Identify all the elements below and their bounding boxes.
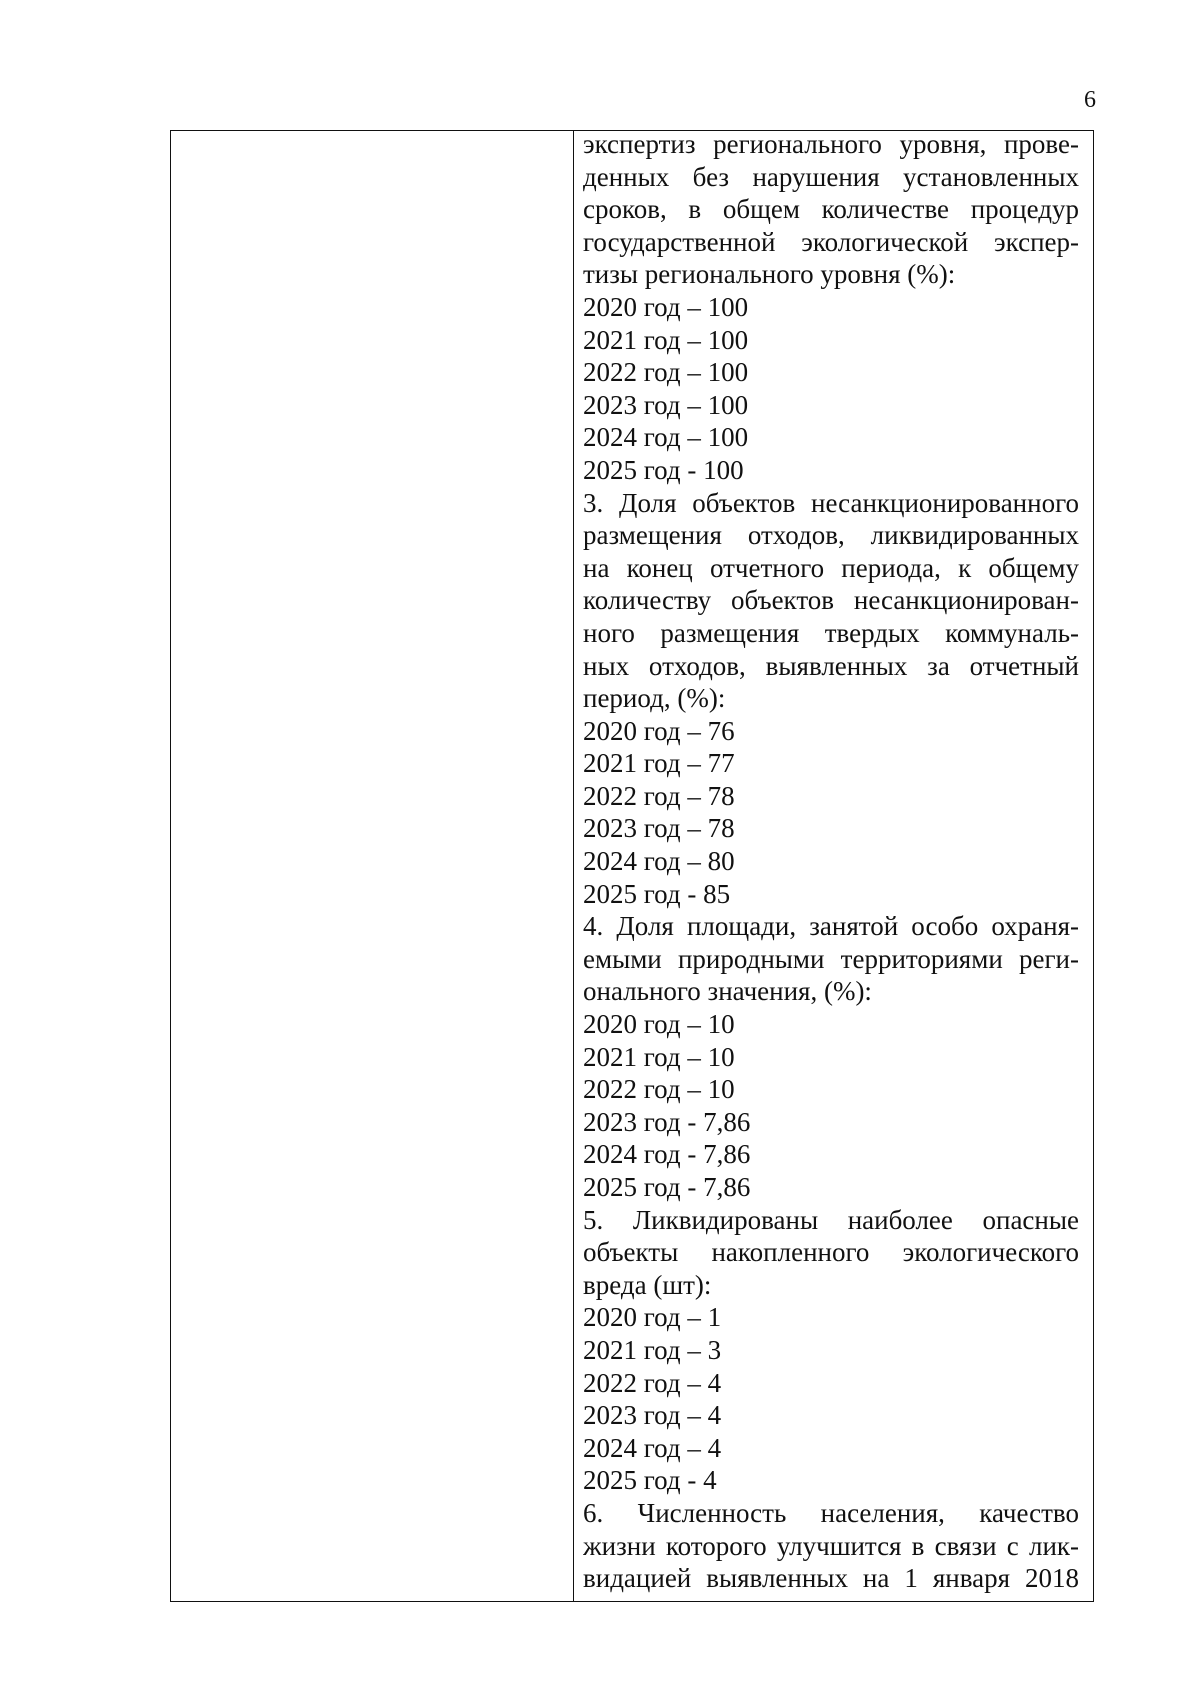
text-line: размещения отходов, ликвидированных bbox=[583, 520, 1079, 551]
text-line: 2023 год – 4 bbox=[583, 1400, 722, 1431]
table-column-divider bbox=[573, 131, 574, 1601]
text-line: вреда (шт): bbox=[583, 1269, 712, 1300]
text-line: 4. Доля площади, занятой особо охраня- bbox=[583, 911, 1079, 942]
text-line: 2020 год – 100 bbox=[583, 291, 749, 322]
text-line: государственной экологической экспер- bbox=[583, 226, 1079, 257]
text-line: 2022 год – 4 bbox=[583, 1367, 722, 1398]
text-line: 2022 год – 78 bbox=[583, 780, 735, 811]
table-left-cell bbox=[171, 131, 573, 1601]
text-line: ных отходов, выявленных за отчетный bbox=[583, 650, 1079, 681]
text-line: 2025 год - 100 bbox=[583, 454, 744, 485]
text-line: емыми природными территориями реги- bbox=[583, 943, 1079, 974]
text-line: объекты накопленного экологического bbox=[583, 1237, 1079, 1268]
text-line: 2020 год – 1 bbox=[583, 1302, 722, 1333]
text-line: 2024 год – 4 bbox=[583, 1432, 722, 1463]
text-line: ного размещения твердых коммуналь- bbox=[583, 617, 1079, 648]
text-line: 5. Ликвидированы наиболее опасные bbox=[583, 1204, 1079, 1235]
text-line: 2020 год – 76 bbox=[583, 715, 735, 746]
text-line: видацией выявленных на 1 января 2018 bbox=[583, 1563, 1079, 1594]
text-line: денных без нарушения установленных bbox=[583, 161, 1079, 192]
document-table bbox=[170, 130, 1094, 1602]
text-line: 2020 год – 10 bbox=[583, 1009, 735, 1040]
text-line: количеству объектов несанкционирован- bbox=[583, 585, 1079, 616]
text-line: 2023 год - 7,86 bbox=[583, 1106, 751, 1137]
text-line: 2022 год – 100 bbox=[583, 357, 749, 388]
page-number: 6 bbox=[1084, 87, 1096, 113]
text-line: экспертиз регионального уровня, прове- bbox=[583, 129, 1079, 159]
text-line: 2024 год – 100 bbox=[583, 422, 749, 453]
text-line: жизни которого улучшится в связи с лик- bbox=[583, 1530, 1079, 1561]
text-line: 2021 год – 100 bbox=[583, 324, 749, 355]
text-line: 2021 год – 3 bbox=[583, 1334, 722, 1365]
table-right-cell bbox=[583, 128, 1079, 1595]
text-line: 2021 год – 10 bbox=[583, 1041, 735, 1072]
text-line: 2024 год – 80 bbox=[583, 846, 735, 877]
text-line: 2024 год - 7,86 bbox=[583, 1139, 751, 1170]
text-line: 6. Численность населения, качество bbox=[583, 1497, 1079, 1528]
text-line: онального значения, (%): bbox=[583, 976, 872, 1007]
text-line: 2025 год - 4 bbox=[583, 1465, 717, 1496]
text-line: сроков, в общем количестве процедур bbox=[583, 194, 1079, 225]
text-line: на конец отчетного периода, к общему bbox=[583, 552, 1079, 583]
text-line: 2021 год – 77 bbox=[583, 748, 735, 779]
text-line: 3. Доля объектов несанкционированного bbox=[583, 487, 1079, 518]
text-line: 2025 год - 7,86 bbox=[583, 1172, 751, 1202]
text-line: тизы регионального уровня (%): bbox=[583, 259, 956, 290]
text-line: 2023 год – 78 bbox=[583, 813, 735, 844]
text-line: 2025 год - 85 bbox=[583, 878, 731, 909]
text-line: период, (%): bbox=[583, 683, 726, 714]
text-line: 2023 год – 100 bbox=[583, 389, 749, 420]
text-line: 2022 год – 10 bbox=[583, 1074, 735, 1105]
